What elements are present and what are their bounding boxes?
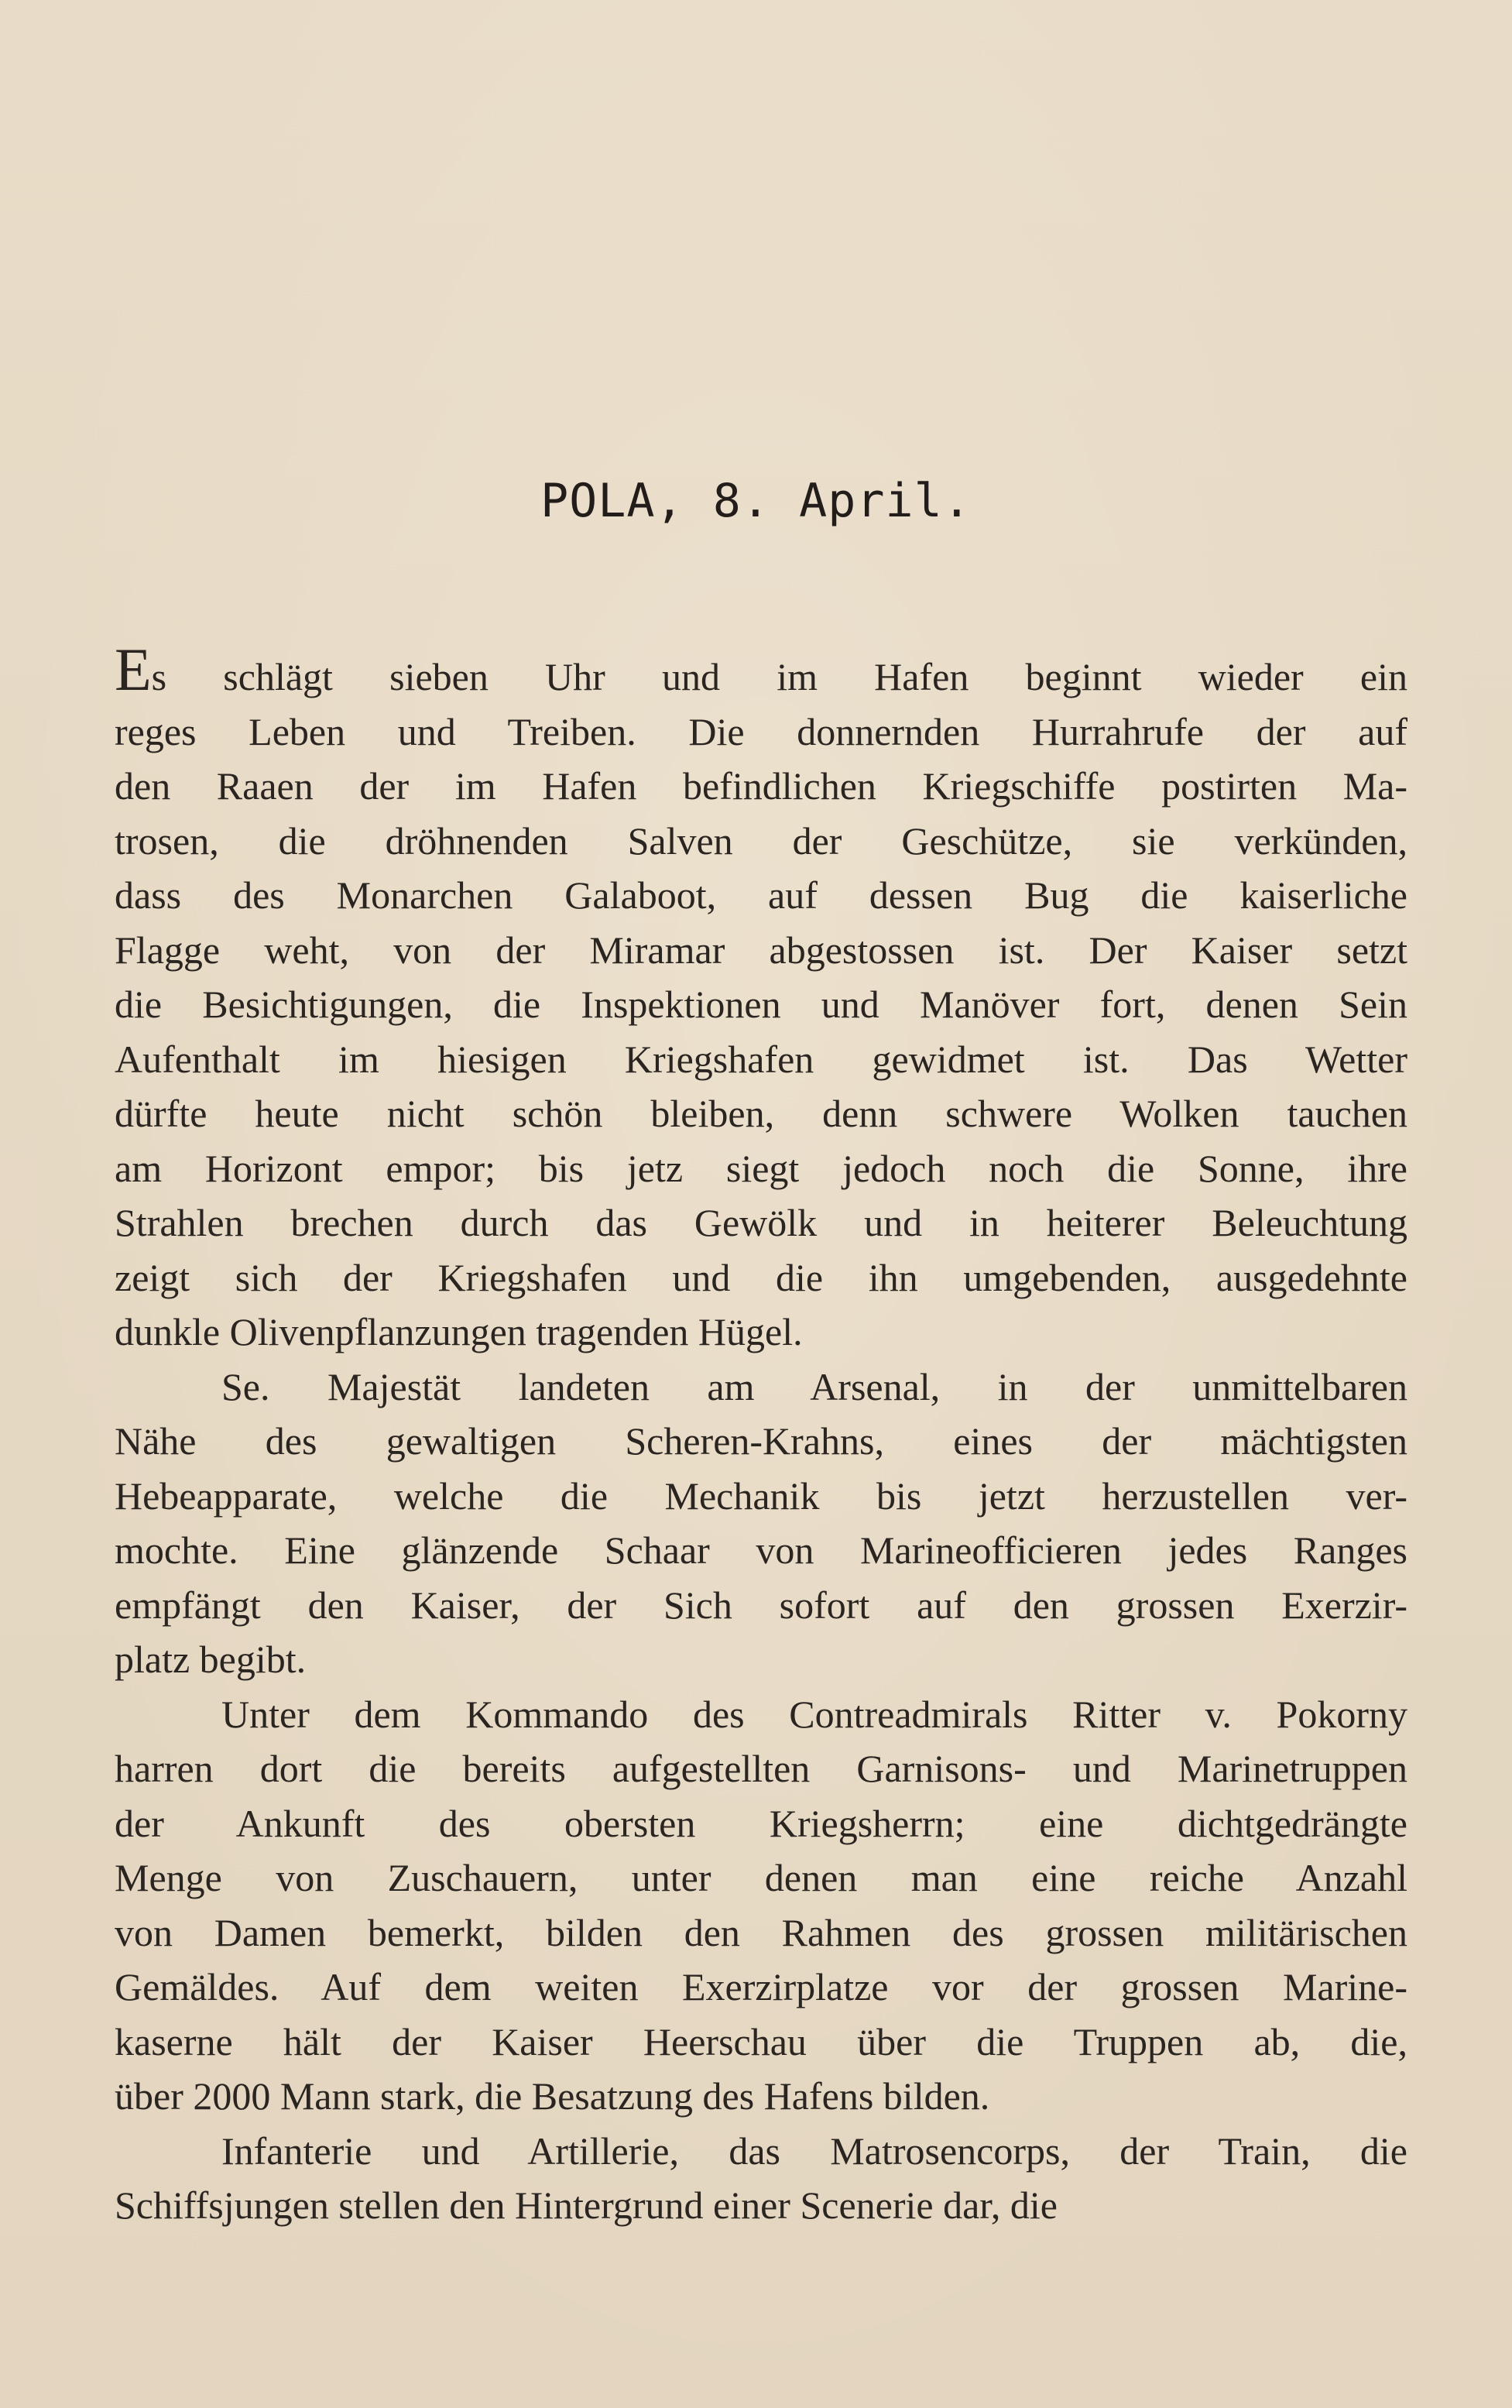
text-line: Hebeapparate, welche die Mechanik bis jetzt herzustellen ver- [115,1473,1407,1518]
text-line: Strahlen brechen durch das Gewölk und in heiterer Beleuchtung [115,1201,1407,1244]
text-line: reges Leben und Treiben. Die donnernden Hurrahrufe der auf [115,709,1407,753]
text-line [115,636,1407,705]
text-line: Aufenthalt im hiesigen Kriegshafen gewidmet ist. Das Wetter [115,1037,1407,1081]
text-line: von Damen bemerkt, bilden den Rahmen des grossen militärischen [115,1910,1407,1954]
text-line: Schiffsjungen stellen den Hintergrund einer Scenerie dar, die [115,2183,1058,2227]
paragraph [115,1360,1407,1687]
paragraph [115,1687,1407,2124]
text-line: Menge von Zuschauern, unter denen man eine reiche Anzahl [115,1856,1407,1899]
text-line: zeigt sich der Kriegshafen und die ihn umgebenden, ausgedehnte [115,1255,1407,1299]
text-line: Unter dem Kommando des Contreadmirals Ritter v. Pokorny [221,1692,1407,1736]
first-line-text: s schlägt sieben Uhr und im Hafen beginnt wieder ein [151,655,1407,698]
paragraph [115,636,1407,1360]
text-line: harren dort die bereits aufgestellten Garnisons- und Marinetruppen [115,1747,1407,1790]
text-line: am Horizont empor; bis jetz siegt jedoch noch die Sonne, ihre [115,1146,1407,1190]
text-line: Flagge weht, von der Miramar abgestossen ist. Der Kaiser setzt [115,928,1407,972]
text-line: dunkle Olivenpflanzungen tragenden Hügel. [115,1310,803,1353]
text-line: dass des Monarchen Galaboot, auf dessen Bug die kaiserliche [115,873,1407,917]
text-line: der Ankunft des obersten Kriegsherrn; eine dichtgedrängte [115,1801,1407,1845]
text-line: Se. Majestät landeten am Arsenal, in der unmittelbaren [221,1364,1407,1408]
text-line: dürfte heute nicht schön bleiben, denn schwere Wolken tauchen [115,1092,1407,1135]
text-line: empfängt den Kaiser, der Sich sofort auf den grossen Exerzir- [115,1583,1407,1627]
page-title: POLA, 8. April. [540,474,972,528]
text-line: Nähe des gewaltigen Scheren-Krahns, eines der mächtigsten [115,1419,1407,1463]
body-text [115,636,1407,2233]
text-line: platz begibt. [115,1638,307,1681]
text-line: über 2000 Mann stark, die Besatzung des Hafens bilden. [115,2074,990,2118]
text-line: mochte. Eine glänzende Schaar von Marineofficieren jedes Ranges [115,1528,1407,1572]
text-line: Gemäldes. Auf dem weiten Exerzirplatze vor der grossen Marine- [115,1965,1407,2008]
paragraph [115,2124,1407,2233]
text-line: Infanterie und Artillerie, das Matrosencorps, der Train, die [221,2128,1407,2173]
text-line: den Raaen der im Hafen befindlichen Kriegschiffe postirten Ma- [115,764,1407,808]
text-line: die Besichtigungen, die Inspektionen und Manöver fort, denen Sein [115,983,1407,1026]
text-line: trosen, die dröhnenden Salven der Geschütze, sie verkünden, [115,818,1407,863]
text-line: kaserne hält der Kaiser Heerschau über die Truppen ab, die, [115,2019,1407,2063]
drop-cap: E [115,636,152,703]
